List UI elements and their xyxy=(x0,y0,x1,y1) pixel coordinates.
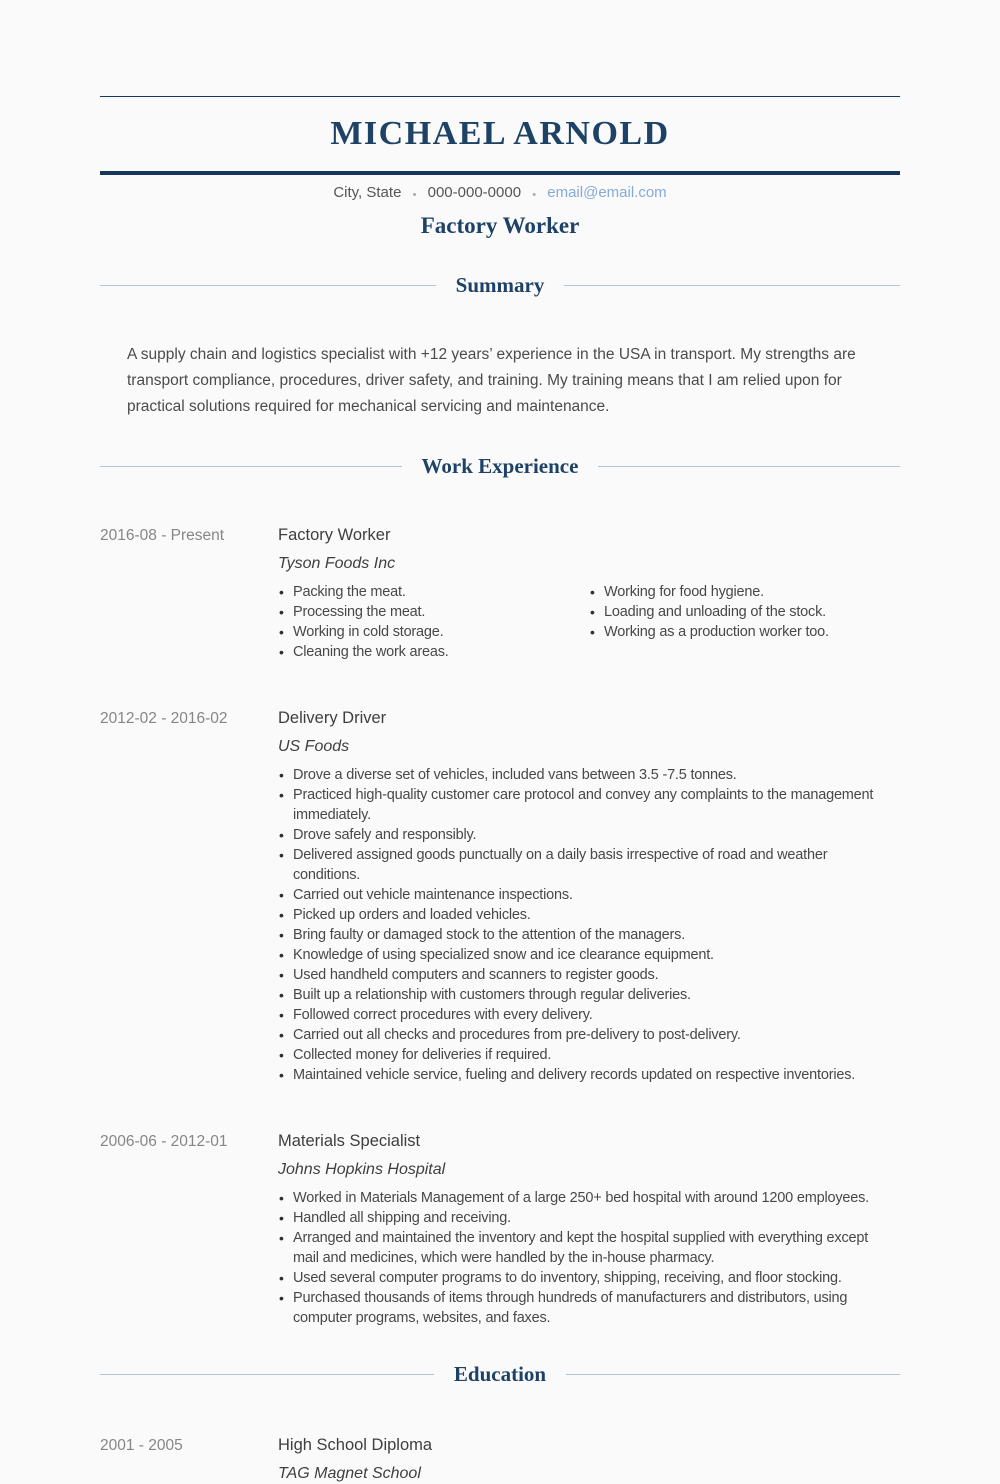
work-entry xyxy=(100,1131,900,1328)
job-role-subtitle: Factory Worker xyxy=(420,213,580,238)
bullet-item: • Followed correct procedures with every delivery. xyxy=(278,1005,892,1025)
bullet-column xyxy=(278,582,589,662)
bullet-item: • Used several computer programs to do inventory, shipping, receiving, and floor stocking. xyxy=(278,1268,892,1288)
job-bullet-columns xyxy=(278,582,900,662)
bullet-item: • Worked in Materials Management of a large 250+ bed hospital with around 1200 employees. xyxy=(278,1188,892,1208)
dot-separator-icon: • xyxy=(532,189,537,202)
job-title: Factory Worker xyxy=(278,526,391,544)
bullet-item: • Packing the meat. xyxy=(278,582,581,602)
bullet-column xyxy=(589,582,900,662)
education-body xyxy=(278,1435,900,1484)
bullet-item: • Carried out vehicle maintenance inspections. xyxy=(278,885,892,905)
resume-page xyxy=(100,0,900,1484)
bullet-item: • Drove a diverse set of vehicles, included vans between 3.5 -7.5 tonnes. xyxy=(278,765,892,785)
header-bottom-rule xyxy=(100,171,900,175)
job-body xyxy=(278,708,900,1085)
summary-section-heading xyxy=(100,273,900,298)
heading-divider-line xyxy=(566,1374,900,1375)
job-company: Johns Hopkins Hospital xyxy=(278,1161,446,1178)
header-top-rule xyxy=(100,96,900,97)
bullet-item: • Used handheld computers and scanners to register goods. xyxy=(278,965,892,985)
contact-email-link[interactable]: email@email.com xyxy=(547,184,667,201)
bullet-item: • Picked up orders and loaded vehicles. xyxy=(278,905,892,925)
heading-divider-line xyxy=(100,466,402,467)
summary-paragraph: A supply chain and logistics specialist with +12 years’ experience in the USA in transport. My strengths are transport compliance, procedures, driver safety, and training. My training means that I am relied upon for practical solutions required for mechanical servicing and maintenance. xyxy=(127,346,856,415)
dot-separator-icon: • xyxy=(412,189,417,202)
work-entries xyxy=(100,525,900,1328)
bullet-item: • Maintained vehicle service, fueling and delivery records updated on respective inventories. xyxy=(278,1065,892,1085)
bullet-list xyxy=(278,1188,892,1328)
job-company: US Foods xyxy=(278,738,350,755)
person-name: MICHAEL ARNOLD xyxy=(330,115,670,152)
bullet-list xyxy=(278,765,892,1085)
bullet-item: • Processing the meat. xyxy=(278,602,581,622)
bullet-item: • Arranged and maintained the inventory and kept the hospital supplied with everything except mail and medicines, which were handled by the in-house pharmacy. xyxy=(278,1228,892,1268)
bullet-item: • Handled all shipping and receiving. xyxy=(278,1208,892,1228)
bullet-item: • Built up a relationship with customers through regular deliveries. xyxy=(278,985,892,1005)
work-entry xyxy=(100,708,900,1085)
job-company: Tyson Foods Inc xyxy=(278,555,396,572)
education-heading-label: Education xyxy=(453,1362,547,1386)
bullet-column xyxy=(278,765,900,1085)
contact-location: City, State xyxy=(333,184,402,201)
job-title: Materials Specialist xyxy=(278,1132,421,1150)
heading-divider-line xyxy=(564,285,900,286)
job-body xyxy=(278,1131,900,1328)
job-period: 2012-02 - 2016-02 xyxy=(100,710,228,727)
job-period: 2016-08 - Present xyxy=(100,527,225,544)
work-heading-label: Work Experience xyxy=(421,454,579,478)
job-title: Delivery Driver xyxy=(278,709,387,727)
bullet-item: • Carried out all checks and procedures from pre-delivery to post-delivery. xyxy=(278,1025,892,1045)
bullet-list xyxy=(278,582,581,662)
bullet-item: • Working in cold storage. xyxy=(278,622,581,642)
heading-divider-line xyxy=(100,285,436,286)
education-period: 2001 - 2005 xyxy=(100,1437,183,1454)
contact-phone: 000-000-0000 xyxy=(427,184,522,201)
job-body xyxy=(278,525,900,662)
summary-heading-label: Summary xyxy=(455,273,545,297)
bullet-column xyxy=(278,1188,900,1328)
education-school: TAG Magnet School xyxy=(278,1465,421,1482)
bullet-item: • Working as a production worker too. xyxy=(589,622,892,642)
work-entry xyxy=(100,525,900,662)
education-degree: High School Diploma xyxy=(278,1436,433,1454)
work-section-heading xyxy=(100,454,900,479)
bullet-list xyxy=(589,582,892,642)
education-entry xyxy=(100,1435,900,1484)
bullet-item: • Drove safely and responsibly. xyxy=(278,825,892,845)
bullet-item: • Delivered assigned goods punctually on a daily basis irrespective of road and weather conditions. xyxy=(278,845,892,885)
bullet-item: • Collected money for deliveries if required. xyxy=(278,1045,892,1065)
bullet-item: • Purchased thousands of items through hundreds of manufacturers and distributors, using computer programs, websites, and faxes. xyxy=(278,1288,892,1328)
heading-divider-line xyxy=(598,466,900,467)
bullet-item: • Working for food hygiene. xyxy=(589,582,892,602)
education-section-heading xyxy=(100,1362,900,1387)
heading-divider-line xyxy=(100,1374,434,1375)
bullet-item: • Loading and unloading of the stock. xyxy=(589,602,892,622)
bullet-item: • Cleaning the work areas. xyxy=(278,642,581,662)
job-bullet-columns xyxy=(278,765,900,1085)
job-period: 2006-06 - 2012-01 xyxy=(100,1133,228,1150)
job-bullet-columns xyxy=(278,1188,900,1328)
bullet-item: • Bring faulty or damaged stock to the attention of the managers. xyxy=(278,925,892,945)
education-entries xyxy=(100,1435,900,1484)
bullet-item: • Knowledge of using specialized snow and ice clearance equipment. xyxy=(278,945,892,965)
contact-line xyxy=(100,184,900,201)
bullet-item: • Practiced high-quality customer care protocol and convey any complaints to the management immediately. xyxy=(278,785,892,825)
